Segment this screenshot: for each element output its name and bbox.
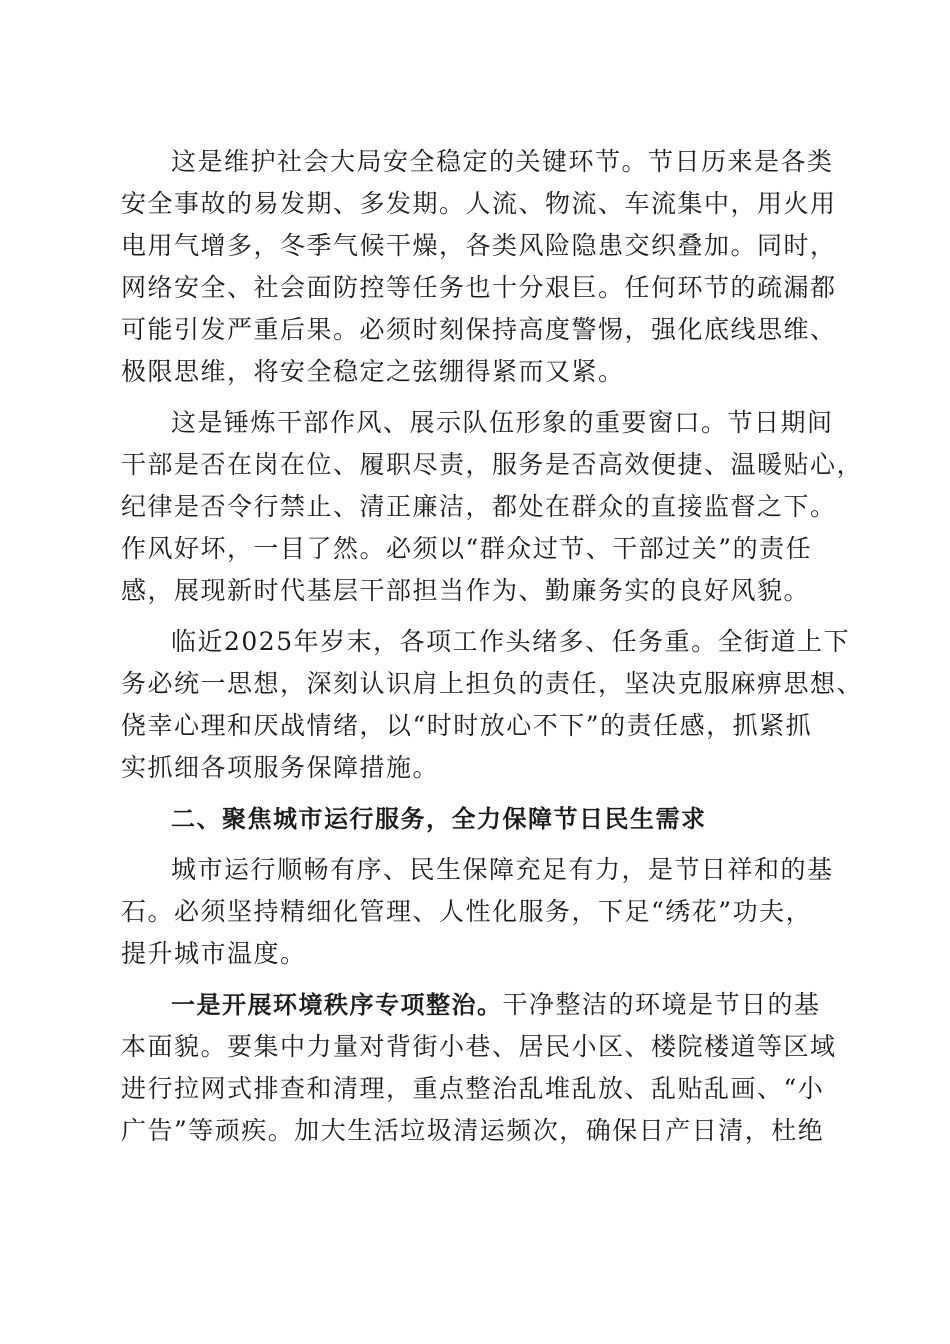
text-line: 这是维护社会大局安全稳定的关键环节。节日历来是各类	[171, 147, 834, 176]
text-line: 干部是否在岗在位、履职尽责，服务是否高效便捷、温暖贴心，	[121, 450, 864, 479]
item-lead: 一是开展环境秩序专项整治。	[171, 991, 503, 1019]
text-line: 作风好坏，一目了然。必须以“群众过节、干部过关”的责任	[121, 534, 813, 563]
text-line: 实抓细各项服务保障措施。	[121, 753, 440, 782]
text-line: 提升城市温度。	[121, 939, 307, 968]
item-text: 干净整洁的环境是节日的基	[502, 990, 821, 1019]
text-line: 感，展现新时代基层干部担当作为、勤廉务实的良好风貌。	[121, 576, 811, 605]
text-line	[121, 984, 831, 1026]
paragraph-cadre-style	[121, 402, 864, 612]
text-line: 极限思维，将安全稳定之弦绷得紧而又紧。	[121, 357, 625, 386]
text-line: 城市运行顺畅有序、民生保障充足有力，是节日祥和的基	[171, 855, 834, 884]
text-line: 石。必须坚持精细化管理、人性化服务，下足“绣花”功夫，	[121, 897, 813, 926]
text-line: 纪律是否令行禁止、清正廉洁，都处在群众的直接监督之下。	[121, 492, 837, 521]
text-line: 广告”等顽疾。加大生活垃圾清运频次，确保日产日清，杜绝	[121, 1116, 825, 1145]
section-heading: 二、聚焦城市运行服务，全力保障节日民生需求	[171, 805, 707, 833]
text-line: 务必统一思想，深刻认识肩上担负的责任，坚决克服麻痹思想、	[121, 669, 864, 698]
paragraph-year-end	[121, 621, 864, 789]
document-body	[121, 141, 864, 1152]
paragraph-safety	[121, 141, 837, 393]
text-line: 安全事故的易发期、多发期。人流、物流、车流集中，用火用	[121, 189, 837, 218]
text-line: 侥幸心理和厌战情绪，以“时时放心不下”的责任感，抓紧抓	[121, 711, 813, 740]
text-line: 临近2025年岁末，各项工作头绪多、任务重。全街道上下	[171, 627, 851, 656]
text-line: 进行拉网式排查和清理，重点整治乱堆乱放、乱贴乱画、“小	[121, 1074, 825, 1103]
paragraph-section-intro	[121, 849, 834, 975]
text-line: 电用气增多，冬季气候干燥，各类风险隐患交织叠加。同时，	[121, 231, 837, 260]
text-line: 本面貌。要集中力量对背街小巷、居民小区、楼院楼道等区域	[121, 1032, 837, 1061]
text-line: 这是锤炼干部作风、展示队伍形象的重要窗口。节日期间	[171, 408, 834, 437]
text-line: 网络安全、社会面防控等任务也十分艰巨。任何环节的疏漏都	[121, 273, 837, 302]
text-line: 可能引发严重后果。必须时刻保持高度警惕，强化底线思维、	[121, 315, 837, 344]
paragraph-item-one	[121, 984, 837, 1152]
